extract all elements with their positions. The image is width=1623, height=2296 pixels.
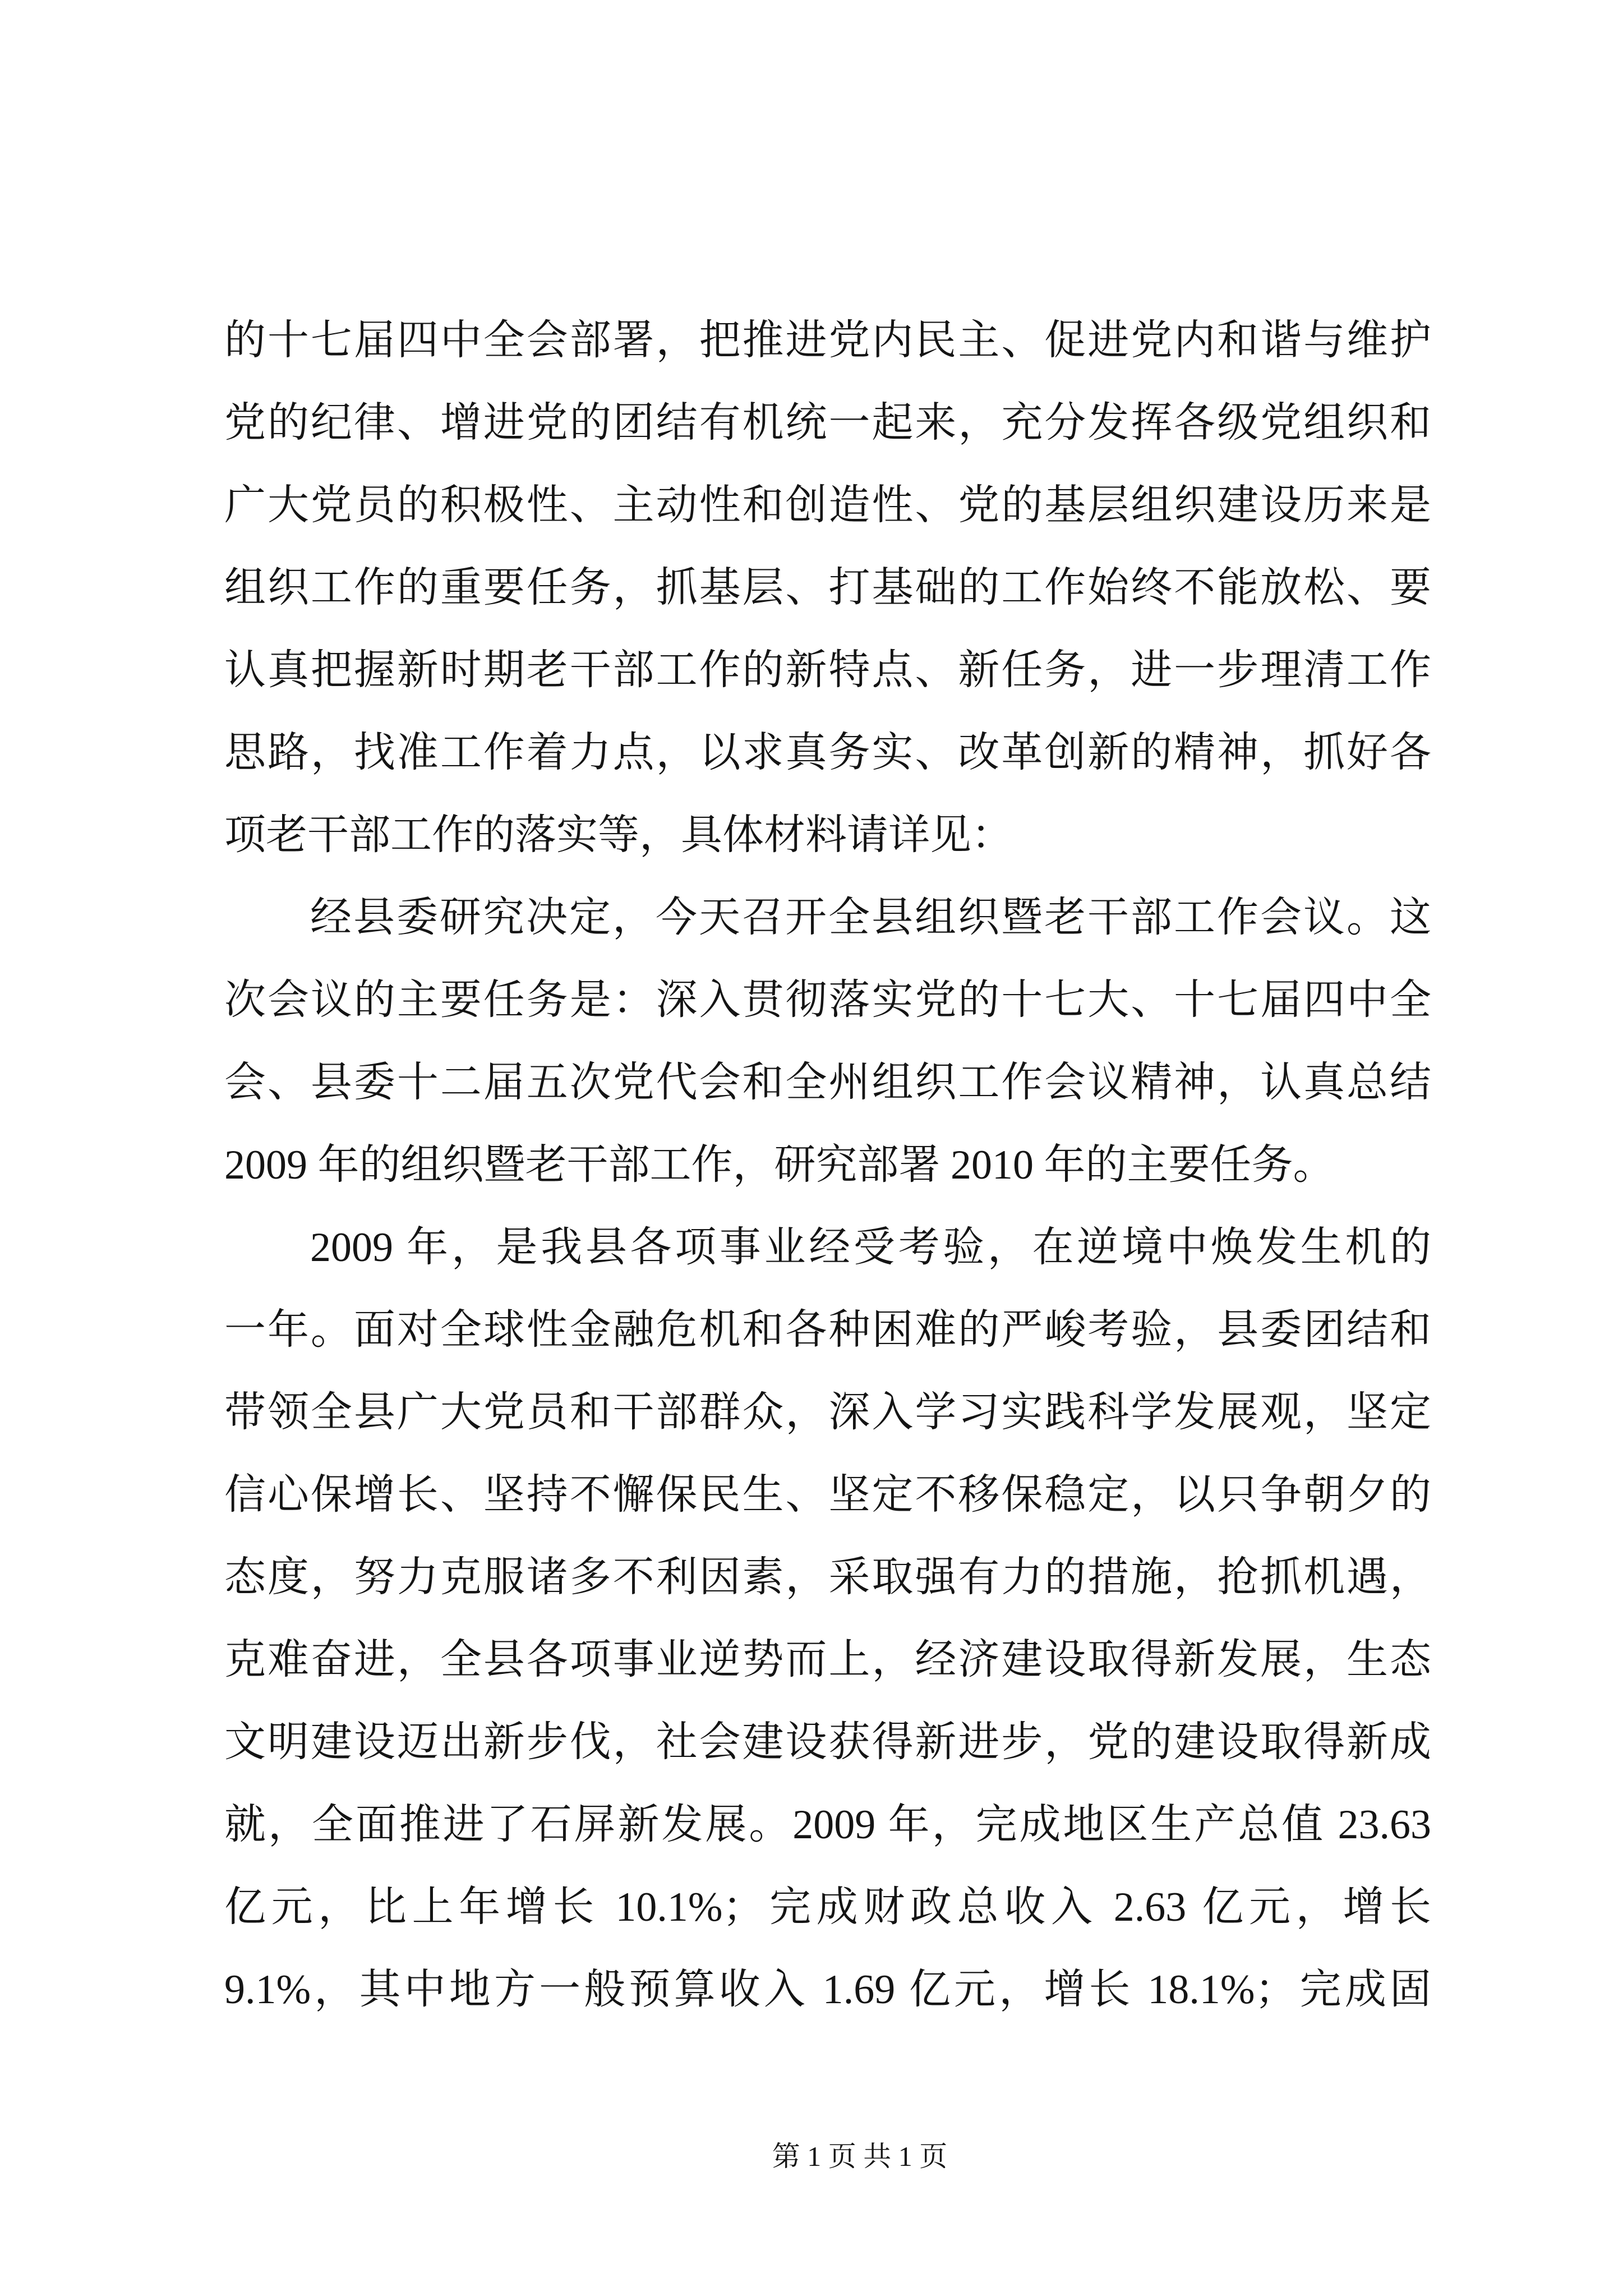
text-line: 2009 年，是我县各项事业经受考验，在逆境中焕发生机的 xyxy=(310,1225,1431,1271)
text-line: 思路，找准工作着力点，以求真务实、改革创新的精神，抓好各 xyxy=(224,730,1431,776)
text-line: 党的纪律、增进党的团结有机统一起来，充分发挥各级党组织和 xyxy=(224,400,1431,446)
paragraph xyxy=(224,1207,1431,2031)
text-line: 克难奋进，全县各项事业逆势而上，经济建设取得新发展，生态 xyxy=(224,1637,1431,1683)
text-line: 文明建设迈出新步伐，社会建设获得新进步，党的建设取得新成 xyxy=(224,1719,1431,1765)
text-line: 信心保增长、坚持不懈保民生、坚定不移保稳定，以只争朝夕的 xyxy=(224,1472,1431,1518)
text-line: 的十七届四中全会部署，把推进党内民主、促进党内和谐与维护 xyxy=(224,318,1431,364)
text-line: 项老干部工作的落实等，具体材料请详见： xyxy=(224,812,1013,858)
text-line: 9.1%，其中地方一般预算收入 1.69 亿元，增长 18.1%；完成固 xyxy=(224,1967,1431,2013)
text-line: 态度，努力克服诸多不利因素，采取强有力的措施，抢抓机遇， xyxy=(224,1554,1431,1600)
text-line: 带领全县广大党员和干部群众，深入学习实践科学发展观，坚定 xyxy=(224,1389,1431,1435)
document-body xyxy=(224,300,1431,2031)
text-line: 广大党员的积极性、主动性和创造性、党的基层组织建设历来是 xyxy=(224,482,1431,528)
text-line: 组织工作的重要任务，抓基层、打基础的工作始终不能放松、要 xyxy=(224,565,1431,611)
text-line: 亿元，比上年增长 10.1%；完成财政总收入 2.63 亿元，增长 xyxy=(224,1884,1431,1930)
text-line: 次会议的主要任务是：深入贯彻落实党的十七大、十七届四中全 xyxy=(224,977,1431,1023)
text-line: 就，全面推进了石屏新发展。2009 年，完成地区生产总值 23.63 xyxy=(224,1802,1431,1848)
text-line: 经县委研究决定，今天召开全县组织暨老干部工作会议。这 xyxy=(310,895,1431,941)
paragraph xyxy=(224,300,1431,877)
text-line: 会、县委十二届五次党代会和全州组织工作会议精神，认真总结 xyxy=(224,1060,1431,1106)
page-number-footer: 第 1 页 共 1 页 xyxy=(772,2141,948,2172)
paragraph xyxy=(224,877,1431,1207)
text-line: 认真把握新时期老干部工作的新特点、新任务，进一步理清工作 xyxy=(224,647,1431,693)
text-line: 2009 年的组织暨老干部工作，研究部署 2010 年的主要任务。 xyxy=(224,1142,1335,1188)
text-line: 一年。面对全球性金融危机和各种困难的严峻考验，县委团结和 xyxy=(224,1307,1431,1353)
